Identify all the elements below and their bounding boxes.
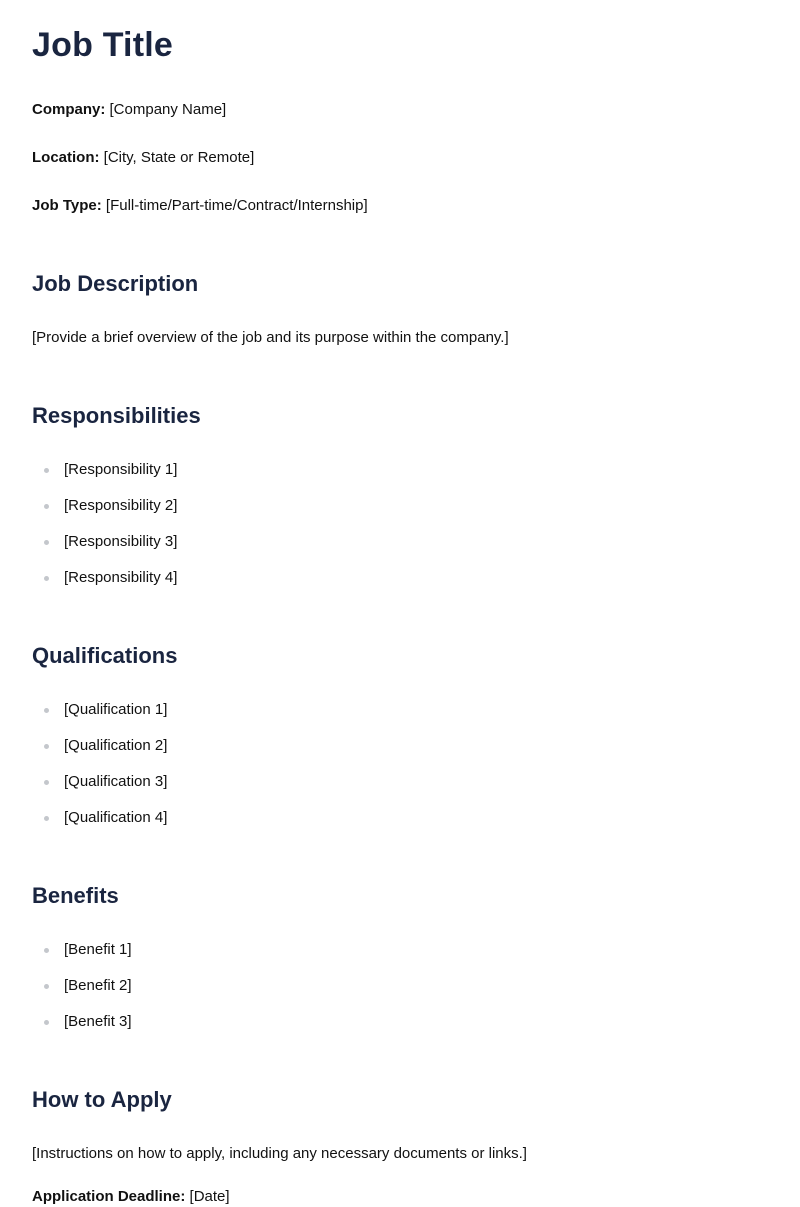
bullet-icon <box>44 468 49 473</box>
location-label: Location: <box>32 149 100 166</box>
job-description-text: [Provide a brief overview of the job and its purpose within the company.] <box>32 329 509 346</box>
company-field <box>32 100 226 120</box>
job-description-heading: Job Description <box>32 271 199 296</box>
bullet-icon <box>44 540 49 545</box>
bullet-icon <box>44 576 49 581</box>
job-type-value: [Full-time/Part-time/Contract/Internship] <box>101 197 368 214</box>
list-item-text: [Responsibility 4] <box>64 569 178 586</box>
list-item-text: [Responsibility 3] <box>64 533 178 550</box>
bullet-icon <box>44 708 49 713</box>
page-title: Job Title <box>32 26 173 64</box>
benefits-heading: Benefits <box>32 883 119 908</box>
list-item-text: [Qualification 4] <box>64 809 168 826</box>
job-type-field <box>32 196 368 216</box>
how-to-apply-text: [Instructions on how to apply, including any necessary documents or links.] <box>32 1145 527 1162</box>
responsibilities-heading: Responsibilities <box>32 403 201 428</box>
bullet-icon <box>44 744 49 749</box>
list-item-text: [Qualification 2] <box>64 737 168 754</box>
bullet-icon <box>44 984 49 989</box>
list-item-text: [Benefit 3] <box>64 1013 132 1030</box>
list-item-text: [Benefit 2] <box>64 977 132 994</box>
deadline-value: [Date] <box>185 1188 230 1205</box>
bullet-icon <box>44 504 49 509</box>
application-deadline-field <box>32 1187 230 1207</box>
list-item-text: [Responsibility 1] <box>64 461 178 478</box>
job-type-label: Job Type: <box>32 197 102 214</box>
list-item-text: [Benefit 1] <box>64 941 132 958</box>
company-label: Company: <box>32 101 106 118</box>
list-item-text: [Responsibility 2] <box>64 497 178 514</box>
list-item-text: [Qualification 1] <box>64 701 168 718</box>
company-value: [Company Name] <box>105 101 227 118</box>
bullet-icon <box>44 816 49 821</box>
location-field <box>32 148 254 168</box>
how-to-apply-heading: How to Apply <box>32 1087 172 1112</box>
bullet-icon <box>44 948 49 953</box>
qualifications-heading: Qualifications <box>32 643 178 668</box>
bullet-icon <box>44 1020 49 1025</box>
bullet-icon <box>44 780 49 785</box>
location-value: [City, State or Remote] <box>99 149 255 166</box>
list-item-text: [Qualification 3] <box>64 773 168 790</box>
deadline-label: Application Deadline: <box>32 1188 186 1205</box>
